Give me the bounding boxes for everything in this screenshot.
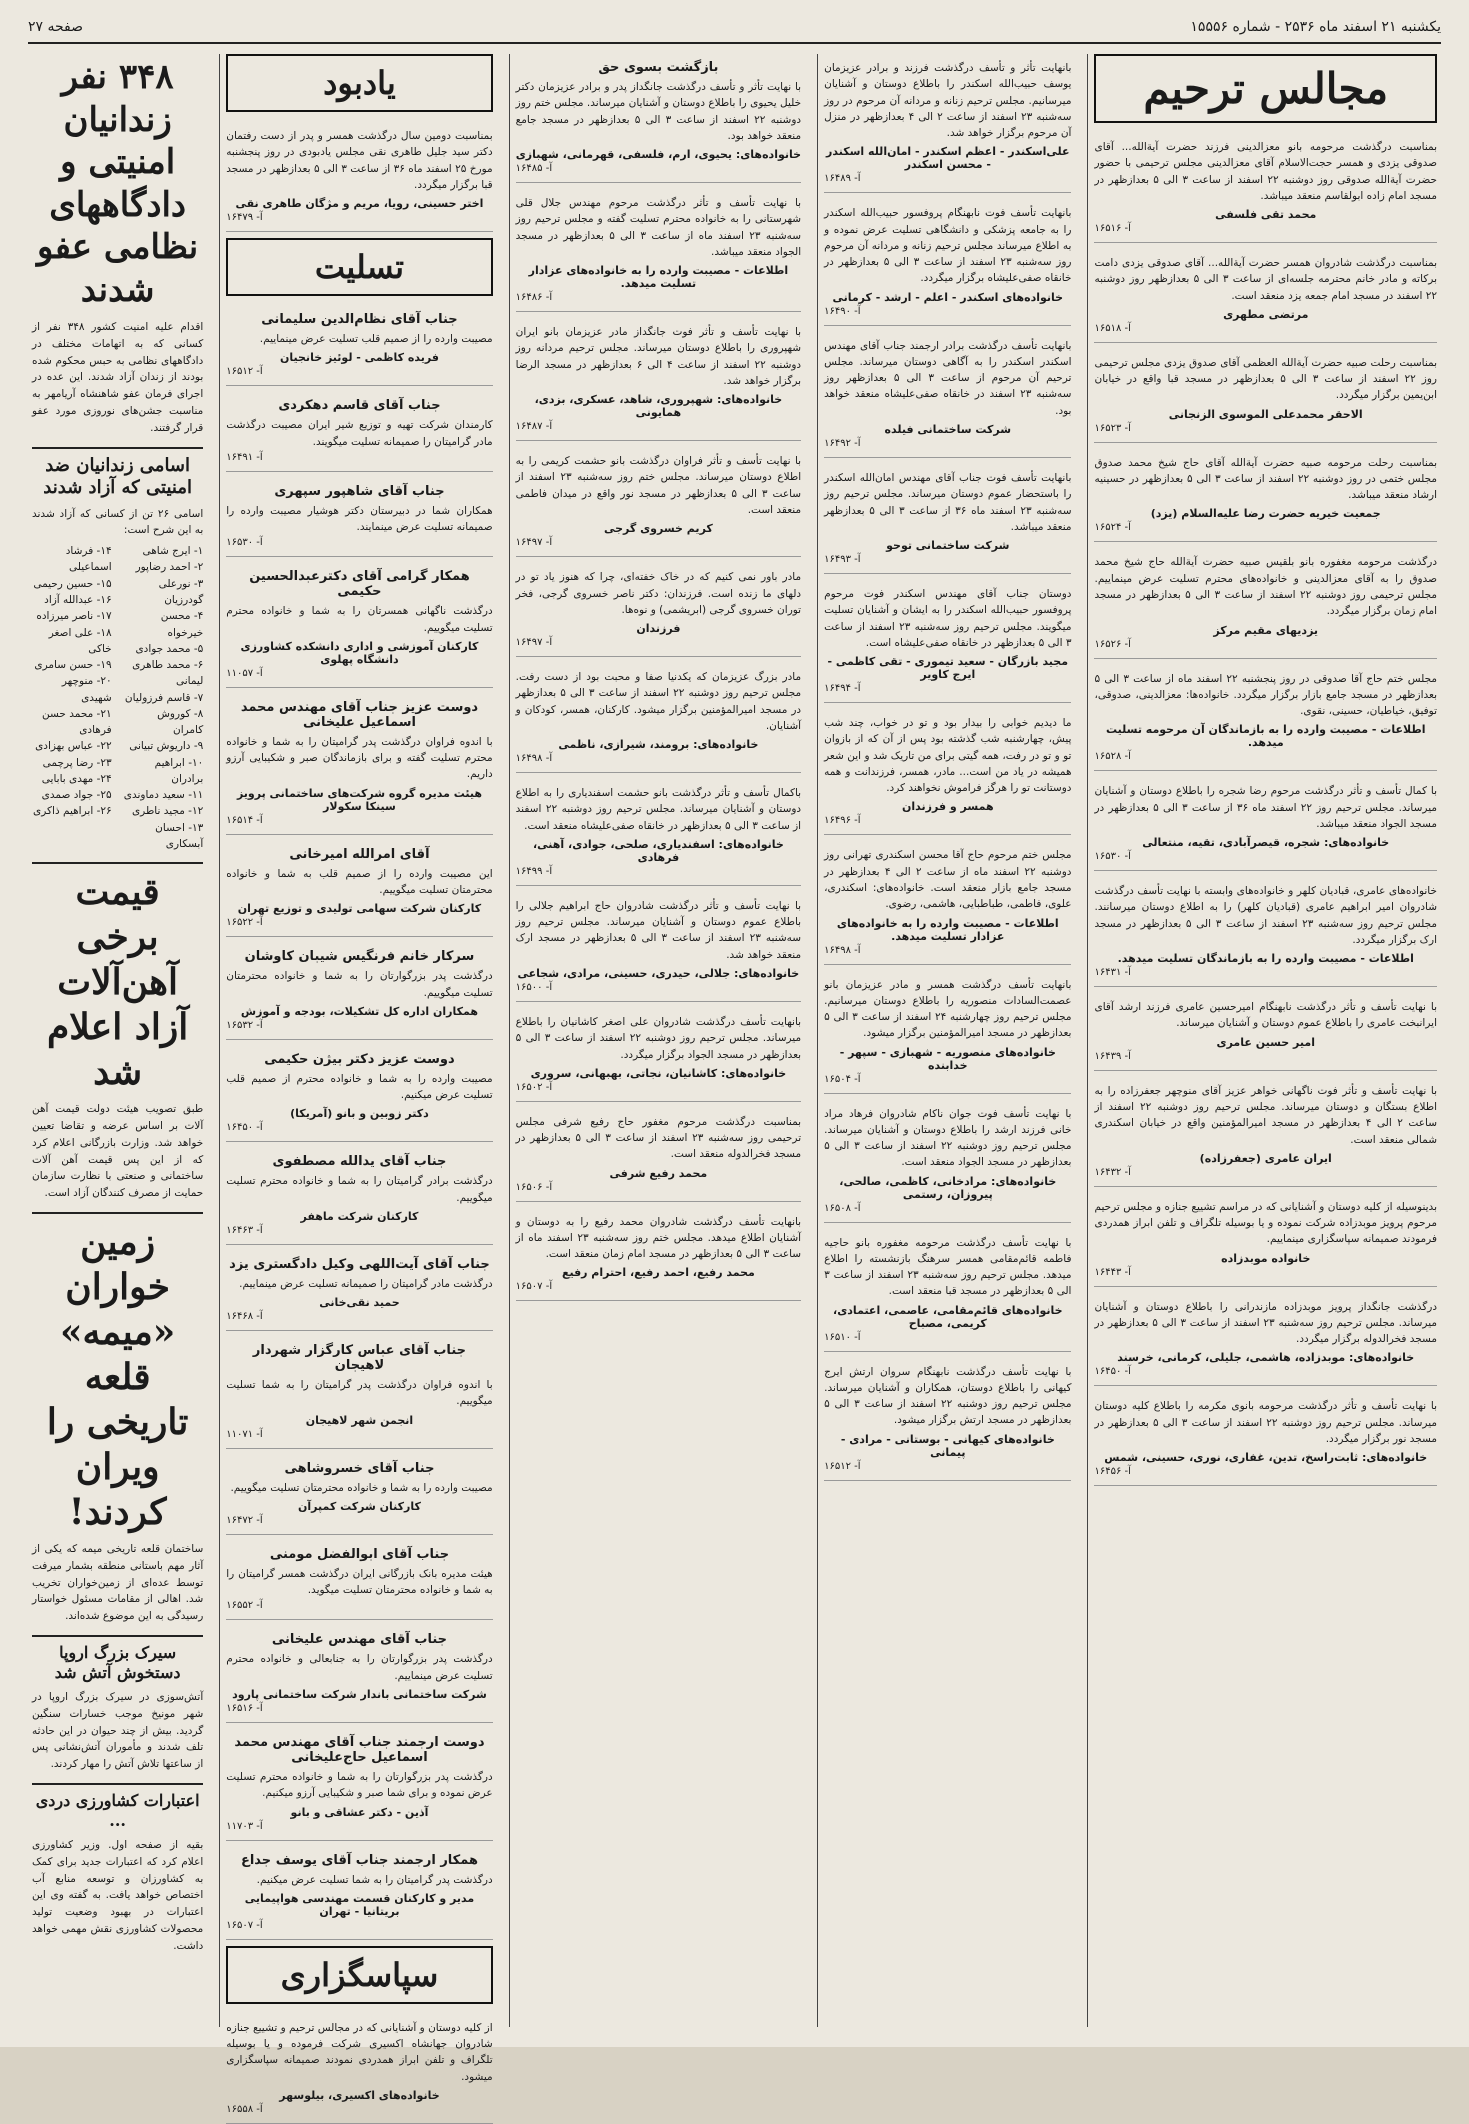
notice-text: درگذشت پدر بزرگوارتان را به شما و خانواده محترمتان تسلیت میگوییم. xyxy=(226,970,493,999)
notice-code: آ- ۱۶۵۰۷ xyxy=(226,1919,263,1931)
prisoner-name: ۳- نورعلی گودرزیان xyxy=(158,577,204,606)
notice-code: آ- ۱۶۵۲۸ xyxy=(1094,751,1131,763)
notice-text: مجلس ختم حاج آقا صدوقی در روز پنجشنبه ۲۲ اسفند ماه از ساعت ۳ الی ۵ بعدازظهر در مسجد جامع بازار برگزار میگردد. خانواده‌ها: معزالدینی، صدوقی، توفیق، خیاطیان، حسینی، نقوی. xyxy=(1094,672,1437,718)
story-prisoners: اقدام علیه امنیت کشور ۳۴۸ نفر از کسانی که به اتهامات مختلف در دادگاههای نظامی به حبس محکوم شده بودند از زندان آزاد شدند. این عده در اجرای فرمان عفو شاهنشاه آریامهر به مناسبت جشن‌های نوروزی مورد عفو قرار گرفتند. xyxy=(32,321,204,434)
notice-text: بانهایت تأسف فوت جناب آقای مهندس امان‌الله اسکندر را باستحضار عموم دوستان میرساند. مجلس ترحیم روز سه‌شنبه ۲۳ اسفند ماه ۳۶ از ساعت ۳ الی ۵ بعدازظهر منعقد میباشد. xyxy=(824,471,1072,533)
notice-title: آقای امرالله امیرخانی xyxy=(289,846,430,862)
notice-signature: خانواده‌های: موبدزاده، هاشمی، جلیلی، کرمانی، خرسند xyxy=(1117,1351,1415,1365)
story-agri-credits: بقیه از صفحه اول. وزیر کشاورزی اعلام کرد که اعتبارات جدید برای کمک به کشاورزان و توسعه منابع آب اختصاص خواهد یافت. به گفته وی این اعتبارات در بهبود وضعیت تولید محصولات کشاورزی نقش مهمی خواهد داشت. xyxy=(32,1838,204,1952)
notice-text: با نهایت تأسف درگذشت نابهنگام سروان ارتش ایرج کیهانی را باطلاع دوستان، همکاران و آشنایان میرساند. مجلس ترحیم روز دوشنبه ۲۲ اسفند از ساعت ۳ الی ۵ بعدازظهر در مسجد ارتش برگزار میشود. xyxy=(824,1365,1072,1427)
notice xyxy=(226,1626,492,1723)
prisoner-name: ۸- کوروش کامران xyxy=(157,707,204,737)
notice-code: آ- ۱۶۵۱۲ xyxy=(226,366,263,378)
notice-text: با نهایت تأسف و تأثر درگذشت نابهنگام امیرحسین عامری فرزند ارشد آقای ایرانبخت عامری را باطلاع عموم دوستان و آشنایان میرساند. xyxy=(1094,1001,1437,1030)
notice-signature: فرزندان xyxy=(636,622,681,636)
issue-date: یکشنبه ۲۱ اسفند ماه ۲۵۳۶ - شماره ۱۵۵۵۶ xyxy=(1190,19,1441,35)
notice-text: درگذشت ناگهانی همسرتان را به شما و خانواده محترم تسلیت میگوییم. xyxy=(226,605,493,634)
notice-signature: کارکنان شرکت سهامی تولیدی و توزیع تهران xyxy=(237,902,482,916)
notice-signature: شرکت ساختمانی توحو xyxy=(886,539,1010,553)
notice-title: جناب آقای نظام‌الدین سلیمانی xyxy=(261,312,458,328)
notice-signature: محمد تقی فلسفی xyxy=(1215,208,1317,222)
prisoner-name: ۲۱- محمد حسن فرهادی xyxy=(42,707,112,737)
notice-text: ما دیدیم خوابی را بیدار بود و تو در خواب، چند شب پیش، چهارشنبه شب گذشته بود پس از آن که از بازوان تو و تو در رفت، همه گیتی برای من تاریک شد و این شعر همیشه در یاد من است... مادر، همسر، فرزندانت و همه دوستانت تو را هرگز فراموش نخواهند کرد. xyxy=(824,717,1072,795)
prisoner-name: ۱- ایرج شاهی xyxy=(142,545,204,558)
notice xyxy=(824,1100,1071,1223)
notice xyxy=(516,1108,801,1202)
notice-text: هیئت مدیره بانک بازرگانی ایران درگذشت همسر گرامیتان را به شما و خانواده محترمتان تسلیت میگوید. xyxy=(226,1567,493,1597)
notice-code: آ- ۱۶۵۳۰ xyxy=(1094,851,1131,863)
notice xyxy=(226,943,492,1040)
notice-signature: مرتضی مطهری xyxy=(1223,307,1309,321)
notice-signature: الاحقر محمدعلی الموسوی الزنجانی xyxy=(1168,407,1363,421)
notice-signature: خانواده‌های: برومند، شیرازی، ناظمی xyxy=(558,738,759,752)
notice-text: با نهایت تأسف و تأثر فوت ناگهانی خواهر عزیز آقای منوچهر جعفرزاده را به اطلاع بستگان و دوستان میرساند. مجلس ترحیم روز دوشنبه ۲۲ اسفند از ساعت ۲ الی ۴ بعدازظهر در مسجد امیرالمؤمنین واقع در خیابان اسکندری شمالی منعقد است. xyxy=(1094,1084,1437,1146)
prisoner-name: ۱۸- علی اصغر خاکی xyxy=(48,626,112,655)
notice-signature: کارکنان شرکت ماهفر xyxy=(300,1209,419,1223)
notice xyxy=(226,694,492,835)
col2-notices xyxy=(824,54,1071,1481)
notice-code: آ- ۱۶۴۹۰ xyxy=(824,305,861,317)
notice-code: آ- ۱۶۵۳۰ xyxy=(226,537,263,549)
headline-agri-credits: اعتبارات کشاورزی دردی ... xyxy=(32,1783,203,1831)
notice-text: خانواده‌های عامری، قبادیان کلهر و خانواده‌های وابسته با نهایت تأسف درگذشت شادروان امیر ابراهیم عامری (قبادیان کلهر) را به اطلاع دوستان میرسانند. مجلس ترحیم روز سه‌شنبه ۲۳ اسفند از ساعت ۳ الی ۵ بعدازظهر در مسجد ارک برگزار میگردد. xyxy=(1094,885,1437,946)
notice-code: آ- ۱۶۴۹۴ xyxy=(824,683,861,695)
notice-signature: دکتر زوبین و بانو (آمریکا) xyxy=(290,1107,429,1121)
notice xyxy=(1094,548,1437,658)
notice-text: درگذشت پدر بزرگوارتان را به شما و خانواده محترم تسلیت عرض نموده و برای شما صبر و شکیبایی آرزو میکنیم. xyxy=(226,1770,493,1800)
notice-text: درگذشت مادر گرامیتان را صمیمانه تسلیت عرض مینماییم. xyxy=(239,1277,493,1290)
notice xyxy=(226,1046,492,1143)
notice xyxy=(226,1455,492,1535)
notice-signature: شرکت ساختمانی باندار شرکت ساختمانی پارود xyxy=(232,1687,487,1701)
notice xyxy=(1094,877,1437,987)
notice xyxy=(1094,777,1437,871)
notice xyxy=(1094,993,1437,1071)
banner-yadbood: یادبود xyxy=(226,54,492,112)
notice-signature: محمد رفیع، احمد رفیع، احترام رفیع xyxy=(561,1266,755,1280)
prisoner-name: ۲۵- جواد صمدی xyxy=(41,789,112,802)
prisoner-name: ۲- احمد رضاپور xyxy=(135,561,204,574)
notice-signature: کارکنان شرکت کمپرآن xyxy=(298,1499,421,1513)
notice-text: مادر بزرگ عزیزمان که یکدنیا صفا و محبت بود از دست رفت. مجلس ترحیم روز دوشنبه ۲۲ اسفند از ساعت ۳ الی ۵ بعدازظهر در مسجد امیرالمؤمنین برگزار میشود. کارکنان، همسر، کودکان و آشنایان. xyxy=(515,671,802,732)
notice-signature: خانواده‌های: کاشانیان، نجاتی، بهبهانی، سروری xyxy=(530,1066,787,1080)
banner-majales-tarhim: مجالس ترحیم xyxy=(1094,54,1437,123)
notice-text: با نهایت تأسف و تأثر فوت جانگداز مادر عزیزمان بانو ایران شهپروری را باطلاع دوستان میرساند. مجلس ترحیم مردانه روز دوشنبه ۲۲ اسفند از ساعت ۴ الی ۶ بعدازظهر در مسجد الرضا برگزار خواهد شد. xyxy=(515,326,802,387)
notice-signature: علی‌اسکندر - اعظم اسکندر - امان‌الله اسکندر - محسن اسکندر xyxy=(826,145,1070,172)
notice-code: آ- ۱۶۵۰۴ xyxy=(824,1073,861,1085)
notice-text: باکمال تأسف و تأثر درگذشت بانو حشمت اسفندیاری را به اطلاع دوستان و آشنایان میرساند. مجلس ترحیم روز دوشنبه ۲۲ اسفند از ساعت ۳ الی ۵ بعدازظهر در خانقاه صفی‌علیشاه منعقد است. xyxy=(515,787,802,832)
notice xyxy=(516,447,801,557)
columns xyxy=(26,54,1443,2115)
notice xyxy=(516,189,801,312)
notice-title: همکار گرامی آقای دکترعبدالحسین حکیمی xyxy=(249,569,470,600)
notice-code: آ- ۱۶۴۹۸ xyxy=(824,944,861,956)
notice-signature: اختر حسینی، رویا، مریم و مژگان طاهری نقی xyxy=(235,197,484,211)
notice-text: با نهایت تأسف و تأثر درگذشت مرحوم مهندس جلال قلی شهرستانی را به خانواده محترم تسلیت گفته و مجلس ترحیم روز سه‌شنبه ۲۳ اسفند ماه از ساعت ۳ الی ۵ بعدازظهر در مسجد الجواد منعقد میباشد. xyxy=(515,197,802,258)
notice xyxy=(226,1337,492,1449)
notice-code: آ- ۱۶۴۹۳ xyxy=(824,554,861,566)
notice-signature: خانواده‌های اکسیری، بیلوسهر xyxy=(279,2088,440,2102)
notice-signature: کریم خسروی گرجی xyxy=(603,522,713,536)
notice xyxy=(1094,665,1437,772)
notice xyxy=(824,709,1071,835)
notice xyxy=(824,971,1071,1094)
notice xyxy=(516,663,801,773)
notice-text: با اندوه فراوان درگذشت پدر گرامیتان را به شما و خانواده محترم تسلیت گفته و برای بازماندگان صبر و شکیبایی آرزو داریم. xyxy=(226,735,493,781)
prisoner-name: ۱۳- احسان آبسکاری xyxy=(155,821,204,850)
notice-title: همکار ارجمند جناب آقای یوسف جداع xyxy=(240,1852,478,1868)
notice-code: آ- ۱۱۷۰۳ xyxy=(226,1820,263,1832)
notice-code: آ- ۱۶۵۲۳ xyxy=(1094,422,1131,434)
notice-text: همکاران شما در دبیرستان دکتر هوشیار مصیبت وارده را صمیمانه تسلیت عرض مینمایند. xyxy=(226,504,493,534)
prisoner-name: ۲۶- ابراهیم ذاکری xyxy=(33,805,112,818)
notice-text: بمناسبت درگذشت شادروان همسر حضرت آیة‌الله... آقای صدوقی یزدی دامت برکاته و مادر خانم محترمه جلسه‌ای از ساعت ۳ الی ۵ بعدازظهر روز دوشنبه ۲۲ اسفند در مسجد امام جمعه یزد منعقد است. xyxy=(1094,257,1438,302)
notice xyxy=(824,1229,1071,1352)
notice-title: دوست ارجمند جناب آقای مهندس محمد اسماعیل حاج‌علیخانی xyxy=(234,1734,485,1765)
notice xyxy=(226,1251,492,1331)
prisoner-name: ۶- محمد طاهری لیمانی xyxy=(132,659,204,688)
notice xyxy=(824,841,1071,964)
notice-code: آ- ۱۶۴۳۱ xyxy=(1094,967,1131,979)
notice-signature: شرکت ساختمانی فیلده xyxy=(884,422,1012,436)
prisoner-name: ۱۵- حسین رحیمی xyxy=(33,577,112,590)
prisoner-name: ۲۳- رضا پرچمی xyxy=(42,756,112,769)
notice-code: آ- ۱۶۵۱۶ xyxy=(1094,223,1131,235)
notice-title: جناب آقای مهندس علیخانی xyxy=(271,1632,448,1648)
column-tasliat xyxy=(219,54,498,2115)
notice-text: بانهایت تأسف درگذشت شادروان محمد رفیع را به دوستان و آشنایان اطلاع میدهد. مجلس ختم روز سه‌شنبه ۲۳ اسفند ماه از ساعت ۳ الی ۵ بعدازظهر در مسجد امام زمان منعقد است. xyxy=(515,1215,802,1261)
notice xyxy=(226,392,492,472)
notice-title: جناب آقای شاهپور سپهری xyxy=(274,483,445,499)
notice xyxy=(1094,1077,1437,1187)
headline-iron-prices: قیمت برخی آهن‌آلات آزاد اعلام شد xyxy=(32,862,203,1095)
notice xyxy=(226,306,492,386)
notice-text: مصیبت وارده را به شما و خانواده محترمتان تسلیت میگوییم. xyxy=(230,1481,493,1494)
column-news xyxy=(26,54,209,2027)
notice-code: آ- ۱۶۴۵۰ xyxy=(226,1122,263,1134)
notice-text: با اندوه فراوان درگذشت پدر گرامیتان را به شما تسلیت میگوییم. xyxy=(226,1379,493,1408)
notice-code: آ- ۱۶۵۱۲ xyxy=(824,1460,861,1472)
notice-code: آ- ۱۶۴۹۹ xyxy=(515,865,553,877)
col4-notices xyxy=(226,306,492,1940)
prisoner-list-intro: اسامی ۲۶ تن از کسانی که آزاد شدند به این شرح است: xyxy=(32,507,204,537)
notice-title: جناب آقای خسروشاهی xyxy=(284,1460,435,1476)
prisoner-name: ۱۱- سعید دماوندی xyxy=(123,789,204,802)
notice-text: مصیبت وارده را از صمیم قلب تسلیت عرض مینماییم. xyxy=(259,333,493,346)
notice-code: آ- ۱۶۴۶۳ xyxy=(226,1224,263,1236)
notice xyxy=(824,464,1071,574)
notice xyxy=(824,332,1071,458)
notice-title: جناب آقای یدالله مصطفوی xyxy=(272,1154,447,1170)
notice xyxy=(226,841,492,938)
notice-signature: اطلاعات - مصیبت وارده را به بازماندگان آن مرحومه تسلیت میدهد. xyxy=(1106,723,1426,750)
notice xyxy=(226,1729,492,1841)
notice xyxy=(824,54,1071,193)
notice xyxy=(1094,1193,1437,1287)
notice-signature: خانواده‌های: شهپروری، شاهد، عسکری، بزدی، همایونی xyxy=(534,393,783,420)
prisoner-name: ۹- داریوش تبیانی xyxy=(129,740,204,753)
notice-signature: خانواده‌های قائم‌مقامی، عاصمی، اعتمادی، کریمی، مصباح xyxy=(833,1303,1063,1330)
notice-text: با کمال تأسف و تأثر درگذشت مرحوم رضا شجره را باطلاع دوستان و آشنایان میرساند. مجلس ترحیم روز ۲۲ اسفند ماه ۳۶ از ساعت ۳ الی ۵ بعدازظهر در مسجد الجواد منعقد میباشد. xyxy=(1094,785,1438,830)
notice-sepasgozari xyxy=(226,2014,492,2124)
notice xyxy=(226,1541,492,1621)
notice-text: این مصیبت وارده را از صمیم قلب به شما و خانواده محترمتان تسلیت میگوییم. xyxy=(226,867,493,896)
notice xyxy=(824,199,1071,325)
notice-code: آ- ۱۶۴۸۹ xyxy=(824,173,861,185)
notice-code: آ- ۱۶۵۱۰ xyxy=(824,1331,861,1343)
story-circus-fire: آتش‌سوزی در سیرک بزرگ اروپا در شهر مونیخ موجب خسارات سنگین گردید. بیش از چند حیوان در این حادثه تلف شدند و مأموران آتش‌نشانی پس از ساعتها تلاش آتش را مهار کردند. xyxy=(32,1690,204,1771)
notice-signature: انجمن شهر لاهیجان xyxy=(305,1413,414,1427)
notice-code: آ- ۱۶۴۳۹ xyxy=(1094,1050,1131,1062)
notice xyxy=(516,1208,801,1302)
story-iron-prices: طبق تصویب هیئت دولت قیمت آهن آلات بر اساس عرضه و تقاضا تعیین خواهد شد. وزارت بازرگانی اعلام کرد که از این پس قیمت آهن آلات ساختمانی و صنعتی با نظارت سازمان حمایت از مصرف کنندگان آزاد است. xyxy=(32,1103,204,1200)
notice xyxy=(226,563,492,688)
notice-text: مادر باور نمی کنیم که در خاک خفته‌ای، چرا که هنوز یاد تو در دلهای ما زنده است. فرزندان: دکتر ناصر خسروی گرجی، فخر توران خسروی گرجی (ابریشمی) و نوه‌ها. xyxy=(515,571,802,616)
notice-signature: جمعیت خیریه حضرت رضا علیه‌السلام (یزد) xyxy=(1150,507,1381,521)
notice-text: بانهایت تأسف درگذشت برادر ارجمند جناب آقای مهندس اسکندر اسکندر را به آگاهی دوستان میرساند. مجلس ترحیم آن مرحوم از ساعت ۳ الی ۵ بعدازظهر روز سه‌شنبه ۲۳ اسفند در خانقاه صفی‌علیشاه منعقد خواهد بود. xyxy=(824,339,1072,417)
notice-code: آ- ۱۶۴۹۲ xyxy=(824,437,861,449)
notice-signature: خانواده‌های اسکندر - اعلم - ارشد - کرمانی xyxy=(832,290,1064,304)
notice-signature: حمید نقی‌خانی xyxy=(319,1296,400,1310)
notice-text: بانهایت تأسف درگذشت شادروان علی اصغر کاشانیان را باطلاع میرساند. مجلس ترحیم روز دوشنبه ۲۲ اسفند از ساعت ۳ الی ۵ بعدازظهر در مسجد الجواد برگزار میگردد. xyxy=(515,1015,802,1061)
notice-text: درگذشت پدر بزرگوارتان را به جنابعالی و خانواده محترم تسلیت عرض مینماییم. xyxy=(226,1653,493,1682)
notice-code: آ- ۱۶۵۰۸ xyxy=(824,1202,861,1214)
notice-title: دوست عزیز جناب آقای مهندس محمد اسماعیل علیخانی xyxy=(240,699,479,730)
prisoner-name: ۴- محسن خیرخواه xyxy=(160,610,204,639)
notice-signature: اطلاعات - مصیبت وارده را به خانواده‌های عزادار تسلیت میدهد. xyxy=(836,916,1059,943)
headline-prisoner-names: اسامی زندانیان ضد امنیتی که آزاد شدند xyxy=(32,447,203,500)
prisoner-name: ۷- قاسم فرزولیان xyxy=(124,691,204,704)
prisoner-name: ۱۷- ناصر میرزاده xyxy=(36,610,112,623)
notice-title: جناب آقای قاسم دهکردی xyxy=(278,398,441,414)
prisoner-name: ۲۰- منوچهر شهیدی xyxy=(61,675,112,704)
notice-code: آ- ۱۶۴۷۲ xyxy=(226,1514,263,1526)
notice-text: بمناسبت رحلت صبیه حضرت آیة‌الله العظمی آقای صدوق یزدی مجلس ترحیمی روز ۲۲ اسفند از ساعت ۳ الی ۵ بعدازظهر در مسجد قبا واقع در خیابان ابن‌یمین برگزار میگردد. xyxy=(1094,356,1437,402)
prisoner-name: ۱۹- حسن سامری xyxy=(34,659,112,672)
notice-code: آ- ۱۶۵۱۴ xyxy=(226,814,263,826)
page-number: صفحه ۲۷ xyxy=(28,19,84,35)
prisoner-list xyxy=(32,543,203,852)
notice-signature: کارکنان آموزشی و اداری دانشکده کشاورزی دانشگاه پهلوی xyxy=(240,639,479,666)
notice-text: بانهایت تأثر و تأسف درگذشت فرزند و برادر عزیزمان یوسف حبیب‌الله اسکندر را باطلاع دوستان و آشنایان میرسانیم. مجلس ترحیم زنانه و مردانه آن مرحوم در روز سه‌شنبه ۲۳ اسفند از ساعت ۲ الی ۴ بعدازظهر در منزل آن مرحوم برگزار خواهد شد. xyxy=(824,62,1072,140)
notice xyxy=(824,580,1071,703)
notice-signature: خانواده‌های: یحیوی، ارم، فلسفی، قهرمانی، شهبازی xyxy=(515,148,802,162)
notice-code: آ- ۱۶۵۰۲ xyxy=(515,1081,553,1093)
notice-title: جناب آقای آیت‌اللهی وکیل دادگستری یزد xyxy=(229,1256,490,1272)
notice-code: آ- ۱۶۴۹۷ xyxy=(515,537,553,549)
notice-signature: خانواده‌های: اسفندیاری، صلحی، جوادی، آهنی، فرهادی xyxy=(532,837,784,864)
notice-code: آ- ۱۱۰۷۱ xyxy=(226,1428,263,1440)
notice-signature: یزدیهای مقیم مرکز xyxy=(1213,623,1319,637)
page-header xyxy=(28,12,1441,44)
notice-signature: امیر حسین عامری xyxy=(1216,1035,1315,1049)
notice-signature: مدیر و کارکنان قسمت مهندسی هواپیمایی بریتانیا - تهران xyxy=(244,1891,475,1918)
notice-code: آ- ۱۶۵۵۸ xyxy=(226,2103,263,2115)
notice-signature: مجید بازرگان - سعید تیموری - تقی کاظمی - ایرج کاویر xyxy=(827,655,1069,682)
notice-text: کارمندان شرکت تهیه و توزیع شیر ایران مصیبت درگذشت مادر گرامیتان را صمیمانه تسلیت میگویند. xyxy=(226,419,493,448)
notice-code: آ- ۱۶۵۰۶ xyxy=(515,1181,553,1193)
notice-signature: خانواده‌های: شجره، قیصرآبادی، تقیه، منتعالی xyxy=(1142,836,1390,850)
notice xyxy=(1094,349,1437,443)
headline-prisoners: ۳۴۸ نفر زندانیان امنیتی و دادگاههای نظامی عفو شدند xyxy=(37,57,199,310)
notice-title: جناب آقای عباس کارگزار شهردار لاهیجان xyxy=(252,1343,466,1374)
headline-circus-fire: سیرک بزرگ اروپا دستخوش آتش شد xyxy=(32,1635,203,1683)
notice-text: درگذشت پدر گرامیتان را به شما تسلیت عرض میکنیم. xyxy=(256,1873,493,1886)
notice-code: آ- ۱۶۵۵۲ xyxy=(226,1600,263,1612)
notice-title: بازگشت بسوی حق xyxy=(598,60,719,75)
prisoner-name: ۵- محمد جوادی xyxy=(135,642,204,655)
notice-code: آ- ۱۶۴۸۶ xyxy=(515,292,553,304)
notice xyxy=(1094,1392,1437,1486)
notice-signature: محمد رفیع شرفی xyxy=(609,1166,708,1180)
notice-text: درگذشت مرحومه مغفوره بانو بلقیس صبیه حضرت آیة‌الله حاج شیخ محمد صدوق را به آقای معزالدینی و خانواده‌های محترم تسلیت عرض مینماییم. مجلس ترحیمی روز دوشنبه ۲۲ اسفند از ساعت ۳ الی ۵ بعدازظهر در مسجد امام زمان برگزار میگردد. xyxy=(1094,556,1437,618)
notice-code: آ- ۱۶۴۵۰ xyxy=(1094,1366,1131,1378)
notice-code: آ- ۱۶۴۷۹ xyxy=(226,212,263,224)
notice-text: بدینوسیله از کلیه دوستان و آشنایانی که در مراسم تشییع جنازه و مجلس ترحیم مرحوم پرویز موبدزاده شرکت نموده و یا بوسیله تلگراف و تلفن ابراز همدردی فرمودند صمیمانه سپاسگزاری مینماییم. xyxy=(1094,1200,1437,1246)
notice-signature: خانواده موبدزاده xyxy=(1221,1251,1311,1265)
notice xyxy=(1094,133,1437,243)
notice-text: با نهایت تأسف فوت جوان ناکام شادروان فرهاد مراد خانی فرزند ارشد را باطلاع دوستان و آشنایان میرساند. مجلس ترحیم روز دوشنبه ۲۲ اسفند از ساعت ۳ الی ۵ بعدازظهر در مسجد الجواد منعقد است. xyxy=(824,1107,1072,1169)
column-condolences-3 xyxy=(509,54,807,2027)
story-meymeh-castle: ساختمان قلعه تاریخی میمه که یکی از آثار مهم باستانی منطقه بشمار میرفت توسط عده‌ای از زمین‌خواران تخریب شد. اهالی از مقامات مسئول خواستار رسیدگی به این موضوع شده‌اند. xyxy=(32,1543,204,1623)
notice-text: مجلس ختم مرحوم حاج آقا محسن اسکندری تهرانی روز دوشنبه ۲۲ اسفند ماه از ساعت ۲ الی ۴ بعدازظهر در مسجد جامع بازار منعقد است. خانواده‌های: اسکندری، علوی، فاطمی، طباطبایی، هاشمی، رضوی. xyxy=(824,849,1072,911)
notice-code: آ- ۱۶۴۸۷ xyxy=(515,421,553,433)
banner-tasliat: تسلیت xyxy=(226,238,492,296)
notice-signature: خانواده‌های منصوریه - شهبازی - سپهر - خدابنده xyxy=(839,1045,1056,1072)
notice-text: بانهایت تأسف فوت نابهنگام پروفسور حبیب‌الله اسکندر را به جامعه پزشکی و دانشگاهی تسلیت عرض نموده و به اطلاع میرساند مجلس ترحیم زنانه و مردانه آن مرحوم روز سه‌شنبه ۲۳ اسفند از ساعت ۳ الی ۵ بعدازظهر در خانقاه صفی‌علیشاه برگزار میگردد. xyxy=(824,207,1072,285)
notice-code: آ- ۱۶۴۹۱ xyxy=(226,451,263,463)
notice-code: آ- ۱۶۴۹۸ xyxy=(515,753,553,765)
notice-code: آ- ۱۶۴۵۶ xyxy=(1094,1466,1131,1478)
prisoner-name: ۱۲- مجید ناطری xyxy=(131,805,204,818)
notice xyxy=(1094,1293,1437,1387)
notice-title: دوست عزیز دکتر بیژن حکیمی xyxy=(264,1051,455,1067)
notice-text: مصیبت وارده را به شما و خانواده محترم از صمیم قلب تسلیت عرض میکنیم. xyxy=(226,1072,493,1102)
notice-code: آ- ۱۶۴۳۲ xyxy=(1094,1166,1131,1178)
banner-sepasgozari: سپاسگزاری xyxy=(226,1946,492,2004)
notice-text: دوستان جناب آقای مهندس اسکندر فوت مرحوم پروفسور حبیب‌الله اسکندر را به ایشان و آشنایان تسلیت میگویند. مجلس ترحیم روز سه‌شنبه ۲۳ اسفند از ساعت ۳ الی ۵ بعدازظهر در خانقاه صفی‌علیشاه است. xyxy=(824,588,1072,649)
notice-code: آ- ۱۶۴۶۸ xyxy=(226,1311,263,1323)
notice-signature: همسر و فرزندان xyxy=(902,800,994,814)
notice-text: با نهایت تأسف و تأثر درگذشت مرحومه بانوی مکرمه را باطلاع کلیه دوستان میرساند. مجلس ترحیم روز دوشنبه ۲۲ اسفند از ساعت ۳ الی ۵ بعدازظهر در مسجد نور برگزار میگردد. xyxy=(1094,1400,1437,1445)
notice-signature: هیئت مدیره گروه شرکت‌های ساختمانی پرویز سینکا سکولار xyxy=(236,786,482,813)
notice-text: بانهایت تأسف درگذشت همسر و مادر عزیزمان بانو عصمت‌السادات منصوریه را باطلاع دوستان میرسانیم. مجلس ترحیم روز چهارشنبه ۲۴ اسفند از ساعت ۳ الی ۵ بعدازظهر در مسجد امیرالمؤمنین برگزار میشود. xyxy=(824,978,1072,1040)
notice-code: آ- ۱۶۵۱۸ xyxy=(1094,322,1131,334)
prisoner-name: ۲۲- عباس بهزادی xyxy=(35,740,112,753)
notice xyxy=(226,478,492,558)
column-condolences-2 xyxy=(817,54,1077,2027)
prisoner-name: ۱۶- عبدالله آزاد xyxy=(44,593,112,606)
notice xyxy=(226,1847,492,1940)
notice xyxy=(516,892,801,1002)
notice-text: بمناسبت درگذشت مرحوم مغفور حاج رفیع شرفی مجلس ترحیمی روز سه‌شنبه ۲۳ اسفند از ساعت ۳ الی ۵ بعدازظهر در مسجد فخرالدوله منعقد است. xyxy=(515,1115,802,1161)
notice-code: آ- ۱۶۴۴۳ xyxy=(1094,1266,1131,1278)
notice-signature: ایران عامری (جعفرزاده) xyxy=(1199,1151,1332,1165)
prisoner-name: ۱۰- ابراهیم برادران xyxy=(154,756,204,785)
notice-code: آ- ۱۶۵۲۴ xyxy=(1094,522,1131,534)
notice-text: از کلیه دوستان و آشنایانی که در مجالس ترحیم و تشییع جنازه شادروان جهانشاه اکسیری شرکت فرموده و یا بوسیله تلگراف و تلفن ابراز همدردی نمودند صمیمانه سپاسگزاری میشود. xyxy=(226,2021,493,2083)
notice-text: بمناسبت رحلت مرحومه صبیه حضرت آیة‌الله آقای حاج شیخ محمد صدوق مجلس ختمی در روز دوشنبه ۲۲ اسفند از ساعت ۳ الی ۵ بعدازظهر در حسینیه ارشاد منعقد میباشد. xyxy=(1094,456,1438,502)
notice-signature: اطلاعات - مصیبت وارده را به خانواده‌های عزادار تسلیت میدهد. xyxy=(528,264,789,291)
notice-code: آ- ۱۱۰۵۷ xyxy=(226,667,263,679)
notice-signature: آذین - دکتر عشاقی و بانو xyxy=(290,1805,429,1819)
col1-notices xyxy=(1094,133,1437,1486)
notice xyxy=(516,563,801,657)
notice-text: درگذشت جانگداز پرویز موبدزاده مازندرانی را باطلاع دوستان و آشنایان میرساند. مجلس ترحیم روز سه‌شنبه ۲۳ اسفند از ساعت ۳ الی ۵ بعدازظهر در مسجد فخرالدوله برگزار میگردد. xyxy=(1094,1300,1437,1346)
headline-meymeh-castle: زمین خواران «میمه» قلعه تاریخی را ویران کردند! xyxy=(32,1212,203,1535)
notice-code: آ- ۱۶۵۳۲ xyxy=(226,1019,263,1031)
notice-code: آ- ۱۶۴۹۷ xyxy=(515,637,553,649)
notice-signature: خانواده‌های: جلالی، حیدری، حسینی، مرادی، شجاعی xyxy=(517,966,800,980)
notice xyxy=(1094,249,1437,343)
notice-text: درگذشت برادر گرامیتان را به شما و خانواده محترم تسلیت میگوییم. xyxy=(226,1175,493,1204)
notice-title: سرکار خانم فرنگیس شیبان کاوشان xyxy=(244,949,475,965)
notice-signature: همکاران اداره کل تشکیلات، بودجه و آموزش xyxy=(240,1004,479,1018)
notice xyxy=(516,779,801,886)
notice-signature: فریده کاظمی - لوئیز خانجیان xyxy=(280,351,439,365)
notice-code: آ- ۱۶۵۰۷ xyxy=(515,1281,553,1293)
notice-code: آ- ۱۶۵۱۶ xyxy=(226,1702,263,1714)
notice-code: آ- ۱۶۵۰۰ xyxy=(515,981,553,993)
notice-text: بمناسبت دومین سال درگذشت همسر و پدر از دست رفتمان دکتر سید جلیل طاهری نقی مجلس یادبودی در روز پنجشنبه مورخ ۲۵ اسفند ماه ۳۶ از ساعت ۳ الی ۵ بعدازظهر در مسجد قبا برگزار میگردد. xyxy=(226,130,493,191)
notice-text: بمناسبت درگذشت مرحومه بانو معزالدینی فرزند حضرت آیة‌الله... آقای صدوقی یزدی و همسر حجت‌الاسلام آقای معزالدینی مجلس ترحیمی با حضور حضرت آیة‌الله صدوقی روز دوشنبه ۲۲ اسفند از ساعت ۳ الی ۵ بعدازظهر در مسجد امام زاده ابولقاسم منعقد میباشد. xyxy=(1094,141,1438,202)
notice-signature: اطلاعات - مصیبت وارده را به بازماندگان تسلیت میدهد. xyxy=(1117,952,1414,966)
notice-yadbood xyxy=(226,122,492,232)
notice-signature: خانواده‌های: مرادخانی، کاظمی، صالحی، پیروزان، رستمی xyxy=(839,1174,1057,1201)
notice-code: آ- ۱۶۵۲۶ xyxy=(1094,638,1131,650)
notice xyxy=(516,318,801,441)
notice-text: با نهایت تأسف و تأثر درگذشت شادروان حاج ابراهیم جلالی را باطلاع عموم دوستان و آشنایان میرساند. مجلس ترحیم روز سه‌شنبه ۲۳ اسفند از ساعت ۳ الی ۵ بعدازظهر در مسجد ارک منعقد خواهد شد. xyxy=(515,899,802,961)
notice xyxy=(516,54,801,183)
notice-code: آ- ۱۶۵۲۲ xyxy=(226,917,263,929)
notice-code: آ- ۱۶۴۸۵ xyxy=(515,163,553,175)
notice xyxy=(824,1358,1071,1481)
notice-signature: خانواده‌های: ثابت‌راسخ، تدین، غفاری، نوری، حسینی، شمس xyxy=(1104,1451,1428,1465)
notice-signature: خانواده‌های کیهانی - بوستانی - مرادی - پیمانی xyxy=(840,1432,1055,1459)
notice-text: با نهایت تأثر و تأسف درگذشت جانگداز پدر و برادر عزیزمان دکتر خلیل یحیوی را باطلاع دوستان و آشنایان میرساند. مجلس ختم روز دوشنبه ۲۲ اسفند از ساعت ۳ الی ۵ بعدازظهر در مسجد جامع منعقد خواهد بود. xyxy=(515,81,802,142)
column-condolences-1 xyxy=(1087,54,1443,2027)
notice-text: با نهایت تأسف و تأثر فراوان درگذشت بانو حشمت کریمی را به اطلاع دوستان میرساند. مجلس ختم روز سه‌شنبه ۲۳ اسفند از ساعت ۳ الی ۵ بعدازظهر در مسجد نور واقع در میدان فاطمی منعقد است. xyxy=(515,455,802,516)
prisoner-name: ۱۴- فرشاد اسماعیلی xyxy=(65,545,112,574)
notice xyxy=(516,1008,801,1102)
col3-notices xyxy=(516,54,801,1301)
notice xyxy=(226,1148,492,1245)
notice xyxy=(1094,449,1437,543)
notice-code: آ- ۱۶۴۹۶ xyxy=(824,815,861,827)
prisoner-name: ۲۴- مهدی بابایی xyxy=(41,772,112,785)
notice-text: با نهایت تأسف درگذشت مرحومه مغفوره بانو حاجیه فاطمه قائم‌مقامی همسر سرهنگ بازنشسته را اطلاع میدهد. مجلس ترحیم روز سه‌شنبه ۲۳ اسفند از ساعت ۳ الی ۵ بعدازظهر در مسجد قبا منعقد است. xyxy=(824,1236,1072,1298)
notice-title: جناب آقای ابوالفضل مومنی xyxy=(269,1546,450,1562)
